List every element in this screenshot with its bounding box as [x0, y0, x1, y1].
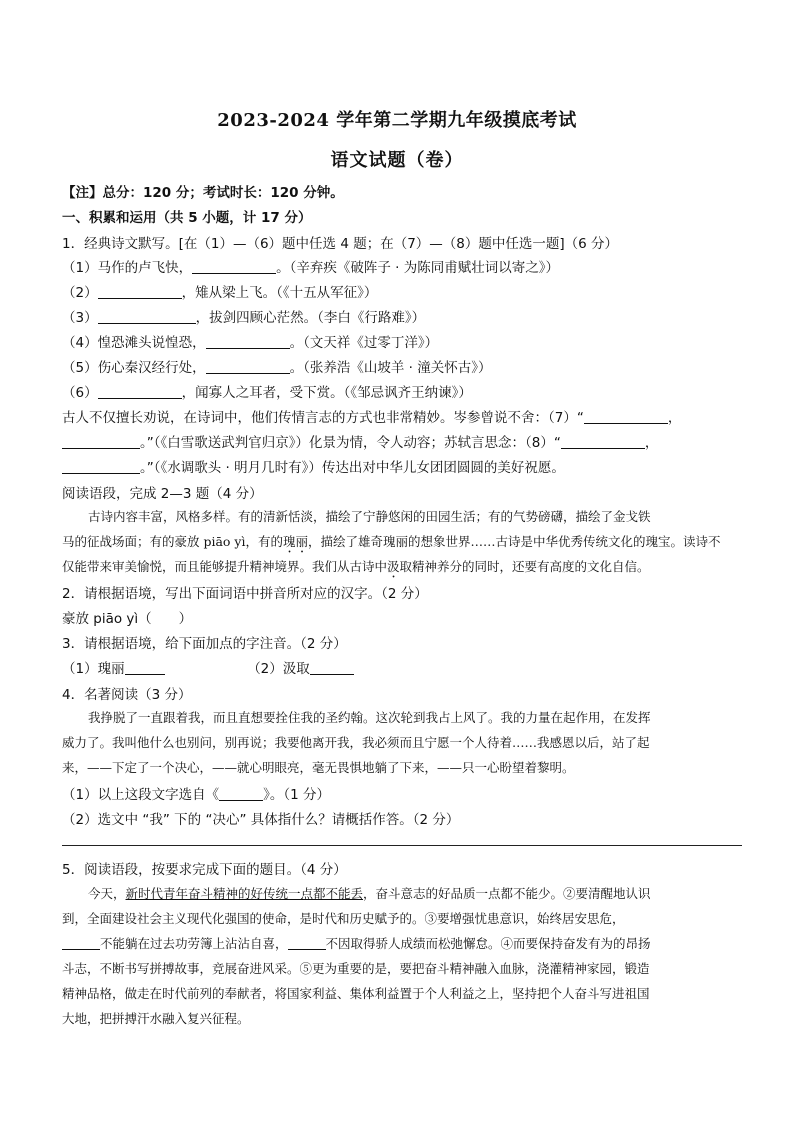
q1-item-5: （5）伤心秦汉经行处， 。（张养浩《山坡羊 · 潼关怀古》）	[62, 360, 492, 376]
q1-item-4: （4）惶恐滩头说惶恐， 。（文天祥《过零丁洋》）	[62, 335, 439, 351]
q1-poem-line-2: 。”（《白雪歌送武判官归京》）化景为情，令人动容；苏轼言思念：（8）“ ，	[62, 431, 742, 451]
q5-line-1: 今天，新时代青年奋斗精神的好传统一点都不能丢，奋斗意志的好品质一点都不能少。②要清醒地认识	[88, 886, 651, 901]
exam-title: 2023-2024 学年第二学期九年级摸底考试	[217, 110, 577, 131]
answer-blank[interactable]	[62, 935, 100, 950]
answer-blank[interactable]	[288, 935, 326, 950]
q4-stem: 4．名著阅读（3 分）	[62, 687, 192, 703]
exam-note: 【注】总分：120 分；考试时长：120 分钟。	[62, 185, 344, 201]
section-heading: 一、积累和运用（共 5 小题，计 17 分）	[62, 210, 312, 226]
q2-stem: 2．请根据语境，写出下面词语中拼音所对应的汉字。（2 分）	[62, 586, 428, 602]
answer-blank[interactable]	[561, 434, 645, 449]
answer-area-divider	[62, 845, 742, 846]
answer-blank[interactable]	[62, 459, 140, 474]
q4-sub-1: （1）以上这段文字选自《 》。（1 分）	[62, 787, 330, 803]
q3-stem: 3．请根据语境，给下面加点的字注音。（2 分）	[62, 636, 347, 652]
q1-stem: 1．经典诗文默写。[在（1）—（6）题中任选 4 题；在（7）—（8）题中任选一题]（6 分）	[62, 236, 619, 252]
reading-line-2: 马的征战场面；有的豪放 piāo yì，有的瑰丽，描绘了雄奇瑰丽的想象世界……古诗是中华优秀传统文化的瑰宝。读诗不	[62, 534, 721, 549]
answer-blank[interactable]	[98, 384, 182, 399]
q3-answers: （1）瑰丽 （2）汲取	[62, 657, 742, 677]
q5-line-4: 斗志，不断书写拼搏故事，竞展奋进风采。⑤更为重要的是，要把奋斗精神融入血脉，浇灌精神家园，锻造	[62, 961, 650, 976]
answer-blank[interactable]	[62, 434, 140, 449]
q5-line-2: 到，全面建设社会主义现代化强国的使命，是时代和历史赋予的。③要增强忧患意识，始终居安思危，	[62, 911, 625, 926]
answer-blank[interactable]	[206, 359, 290, 374]
answer-blank[interactable]	[310, 660, 354, 675]
answer-blank[interactable]	[206, 334, 290, 349]
q1-item-6: （6） ，闻寡人之耳者，受下赏。（《邹忌讽齐王纳谏》）	[62, 385, 472, 401]
q4-excerpt-line-3: 来，——下定了一个决心，——就心明眼亮，毫无畏惧地躺了下来，——只一心盼望着黎明。	[62, 760, 575, 775]
answer-blank[interactable]	[98, 309, 196, 324]
q1-item-1: （1）马作的卢飞快， 。（辛弃疾《破阵子 · 为陈同甫赋壮词以寄之》）	[62, 260, 559, 276]
q5-stem: 5．阅读语段，按要求完成下面的题目。（4 分）	[62, 862, 347, 878]
answer-blank[interactable]	[192, 259, 276, 274]
answer-blank[interactable]	[98, 284, 182, 299]
reading-line-1: 古诗内容丰富，风格多样。有的清新恬淡，描绘了宁静悠闲的田园生活；有的气势磅礴，描绘了金戈铁	[88, 509, 651, 524]
reading-line-3: 仅能带来审美愉悦，而且能够提升精神境界。我们从古诗中汲取精神养分的同时，还要有高度的文化自信。	[62, 559, 650, 574]
q4-excerpt-line-1: 我挣脱了一直跟着我，而且直想要拴住我的圣约翰。这次轮到我占上风了。我的力量在起作用，在发挥	[88, 710, 651, 725]
reading-heading: 阅读语段，完成 2—3 题（4 分）	[62, 486, 263, 502]
answer-blank[interactable]	[584, 409, 668, 424]
q5-line-5: 精神品格，做走在时代前列的奉献者，将国家利益、集体利益置于个人利益之上，坚持把个人奋斗写进祖国	[62, 986, 650, 1001]
q5-line-3: 不能躺在过去功劳簿上沾沾自喜， 不因取得骄人成绩而松弛懈怠。④而要保持奋发有为的昂扬	[62, 934, 742, 952]
q5-line-6: 大地，把拼搏汗水融入复兴征程。	[62, 1011, 250, 1026]
q1-item-3: （3） ，拔剑四顾心茫然。（李白《行路难》）	[62, 310, 426, 326]
q1-poem-line-3: 。”（《水调歌头 · 明月几时有》）传达出对中华儿女团团圆圆的美好祝愿。	[62, 456, 742, 476]
q4-sub-2: （2）选文中 “我” 下的 “决心” 具体指什么？请概括作答。（2 分）	[62, 812, 460, 828]
q4-excerpt-line-2: 威力了。我叫他什么也别问，别再说；我要他离开我，我必须而且宁愿一个人待着……我感恩以后，站了起	[62, 735, 650, 750]
q1-poem-line-1: 古人不仅擅长劝说，在诗词中，他们传情言志的方式也非常精妙。岑参曾说不舍：（7）“ ，	[62, 410, 682, 426]
answer-blank[interactable]	[219, 786, 263, 801]
q1-item-2: （2） ，雉从梁上飞。（《十五从军征》）	[62, 285, 378, 301]
exam-subtitle: 语文试题（卷）	[330, 150, 464, 171]
answer-blank[interactable]	[125, 660, 165, 675]
q2-answer: 豪放 piāo yì（ ）	[62, 611, 193, 627]
